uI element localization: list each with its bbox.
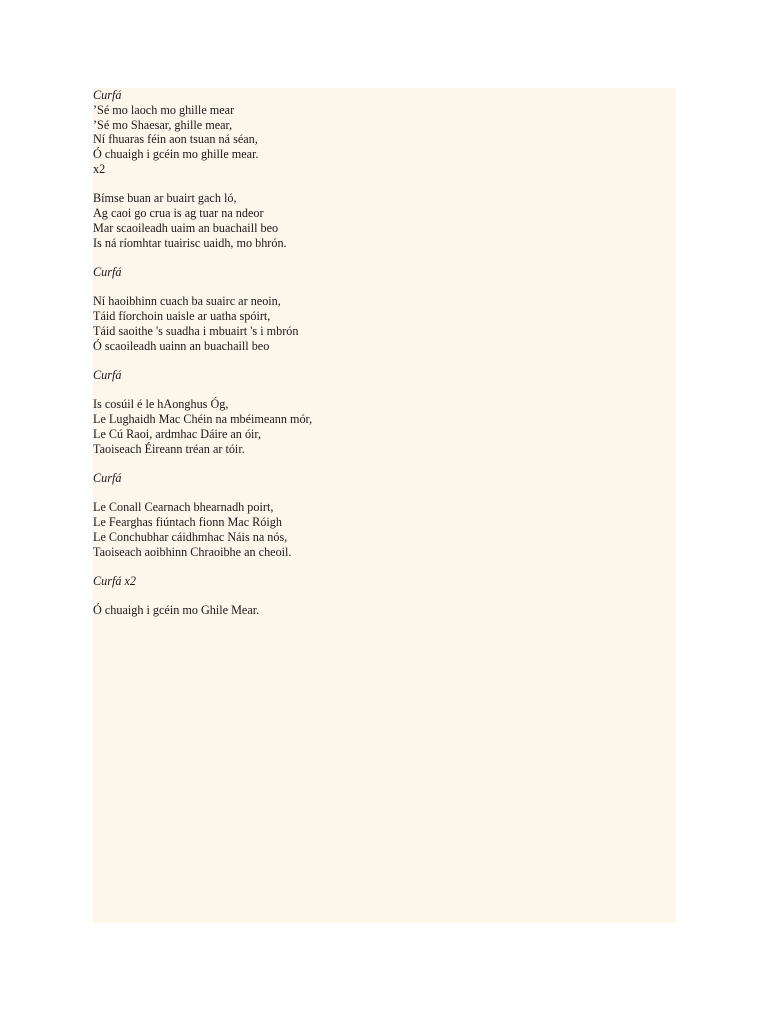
lyric-line: Le Fearghas fiúntach fionn Mac Róigh — [93, 515, 282, 530]
lyric-line: ’Sé mo Shaesar, ghille mear, — [93, 117, 233, 132]
lyric-line: Le Lughaidh Mac Chéin na mbéimeann mór, — [93, 412, 313, 427]
document-page — [93, 88, 676, 923]
lyric-line: Taoiseach Éireann tréan ar tóir. — [93, 441, 245, 456]
lyric-line: ’Sé mo laoch mo ghille mear — [93, 102, 235, 117]
chorus-label: Curfá — [93, 367, 122, 382]
lyric-line: Le Conchubhar cáidhmhac Náis na nós, — [93, 529, 288, 544]
verse-stanza — [93, 500, 312, 559]
lyric-line: Táid fíorchoin uaisle ar uatha spóirt, — [93, 309, 271, 324]
verse-stanza — [93, 294, 312, 353]
chorus-label: Curfá x2 — [93, 573, 136, 588]
chorus-reference — [93, 265, 312, 280]
chorus-reference — [93, 574, 312, 589]
chorus-label: Curfá — [93, 264, 122, 279]
lyric-line: Ó chuaigh i gcéin mo ghille mear. — [93, 147, 259, 162]
lyric-line: Le Conall Cearnach bhearnadh poirt, — [93, 500, 274, 515]
lyric-line: Le Cú Raoi, ardmhac Dáire an óir, — [93, 426, 262, 441]
verse-stanza — [93, 397, 312, 456]
verse-stanza — [93, 191, 312, 250]
lyrics-content — [93, 88, 312, 633]
chorus-label: Curfá — [93, 470, 122, 485]
chorus-reference — [93, 471, 312, 486]
lyric-line: Is cosúil é le hAonghus Óg, — [93, 397, 229, 412]
lyric-line: Táid saoithe 's suadha i mbuairt 's i mbrón — [93, 323, 299, 338]
lyric-line: Ó scaoileadh uainn an buachaill beo — [93, 338, 270, 353]
lyric-line: Ó chuaigh i gcéin mo Ghile Mear. — [93, 603, 260, 618]
closing-stanza — [93, 603, 312, 618]
lyric-line: Bímse buan ar buairt gach ló, — [93, 191, 237, 206]
lyric-line: Ag caoi go crua is ag tuar na ndeor — [93, 206, 264, 221]
lyric-line: Ní haoibhinn cuach ba suairc ar neoin, — [93, 294, 281, 309]
chorus-label: Curfá — [93, 88, 122, 102]
lyric-line: Mar scaoileadh uaim an buachaill beo — [93, 220, 279, 235]
lyric-line: Is ná ríomhtar tuairisc uaidh, mo bhrón. — [93, 235, 287, 250]
lyric-line: Taoiseach aoibhinn Chraoibhe an cheoil. — [93, 544, 292, 559]
chorus-stanza — [93, 88, 312, 177]
lyric-line: Ní fhuaras féin aon tsuan ná séan, — [93, 132, 258, 147]
chorus-reference — [93, 368, 312, 383]
repeat-marker: x2 — [93, 161, 106, 176]
